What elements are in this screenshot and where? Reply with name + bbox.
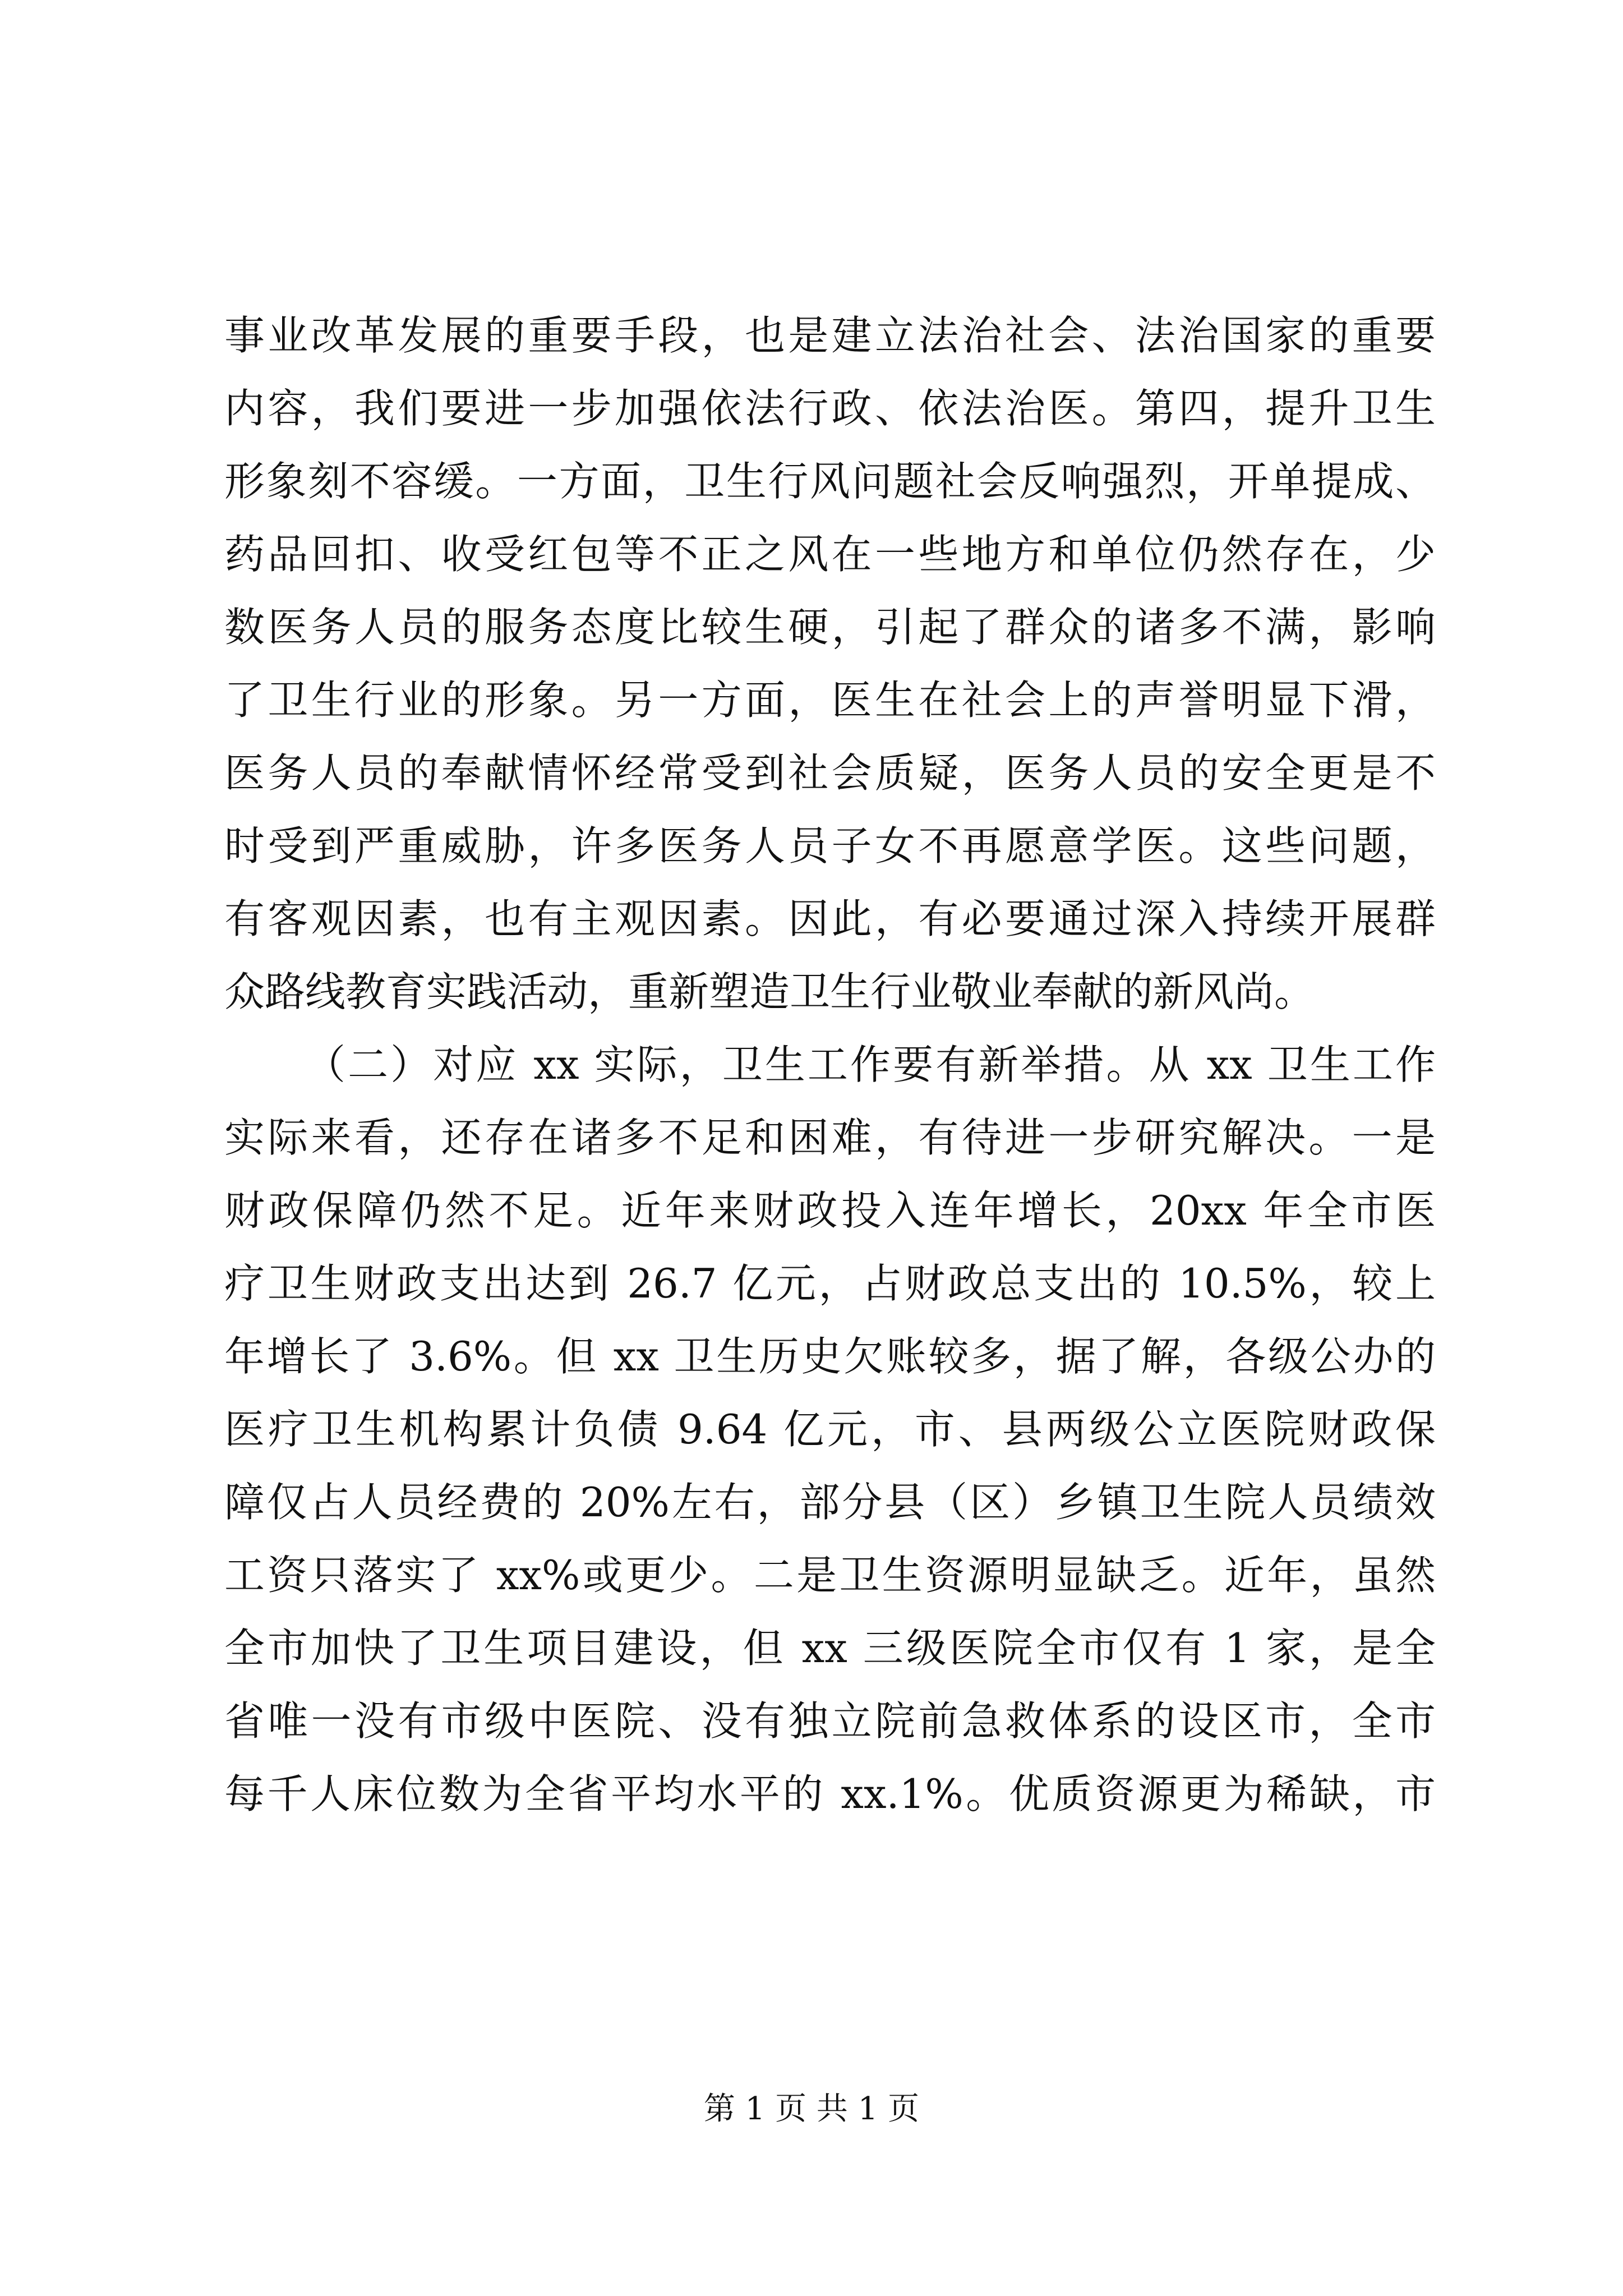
text-line: 省唯一没有市级中医院、没有独立院前急救体系的设区市，全市 bbox=[224, 1697, 1436, 1745]
text-line: 疗卫生财政支出达到 26.7 亿元，占财政总支出的 10.5%，较上 bbox=[224, 1260, 1436, 1307]
text-line: 有客观因素，也有主观因素。因此，有必要通过深入持续开展群 bbox=[224, 895, 1436, 942]
paragraph-first-line: （二）对应 xx 实际，卫生工作要有新举措。从 xx 卫生工作 bbox=[305, 1041, 1436, 1088]
text-line: 实际来看，还存在诸多不足和困难，有待进一步研究解决。一是 bbox=[224, 1114, 1436, 1161]
text-line: 药品回扣、收受红包等不正之风在一些地方和单位仍然存在，少 bbox=[224, 531, 1436, 578]
text-line: 年增长了 3.6%。但 xx 卫生历史欠账较多，据了解，各级公办的 bbox=[224, 1333, 1436, 1380]
text-line: 工资只落实了 xx%或更少。二是卫生资源明显缺乏。近年，虽然 bbox=[224, 1552, 1436, 1599]
text-line: 全市加快了卫生项目建设，但 xx 三级医院全市仅有 1 家，是全 bbox=[224, 1625, 1436, 1672]
text-line: 形象刻不容缓。一方面，卫生行风问题社会反响强烈，开单提成、 bbox=[224, 458, 1436, 505]
text-line: 医疗卫生机构累计负债 9.64 亿元，市、县两级公立医院财政保 bbox=[224, 1406, 1436, 1453]
text-line: 内容，我们要进一步加强依法行政、依法治医。第四，提升卫生 bbox=[224, 385, 1436, 432]
text-line: 了卫生行业的形象。另一方面，医生在社会上的声誉明显下滑， bbox=[224, 677, 1436, 724]
text-line: 时受到严重威胁，许多医务人员子女不再愿意学医。这些问题， bbox=[224, 822, 1436, 869]
text-line: 障仅占人员经费的 20%左右，部分县（区）乡镇卫生院人员绩效 bbox=[224, 1479, 1436, 1526]
text-line: 每千人床位数为全省平均水平的 xx.1%。优质资源更为稀缺，市 bbox=[224, 1770, 1436, 1818]
page-number-footer: 第 1 页 共 1 页 bbox=[703, 2091, 920, 2127]
text-line: 医务人员的奉献情怀经常受到社会质疑，医务人员的安全更是不 bbox=[224, 749, 1436, 797]
text-line: 数医务人员的服务态度比较生硬，引起了群众的诸多不满，影响 bbox=[224, 604, 1436, 651]
text-line: 众路线教育实践活动，重新塑造卫生行业敬业奉献的新风尚。 bbox=[224, 968, 1315, 1015]
text-line: 财政保障仍然不足。近年来财政投入连年增长，20xx 年全市医 bbox=[224, 1187, 1436, 1234]
text-line: 事业改革发展的重要手段，也是建立法治社会、法治国家的重要 bbox=[224, 312, 1436, 359]
